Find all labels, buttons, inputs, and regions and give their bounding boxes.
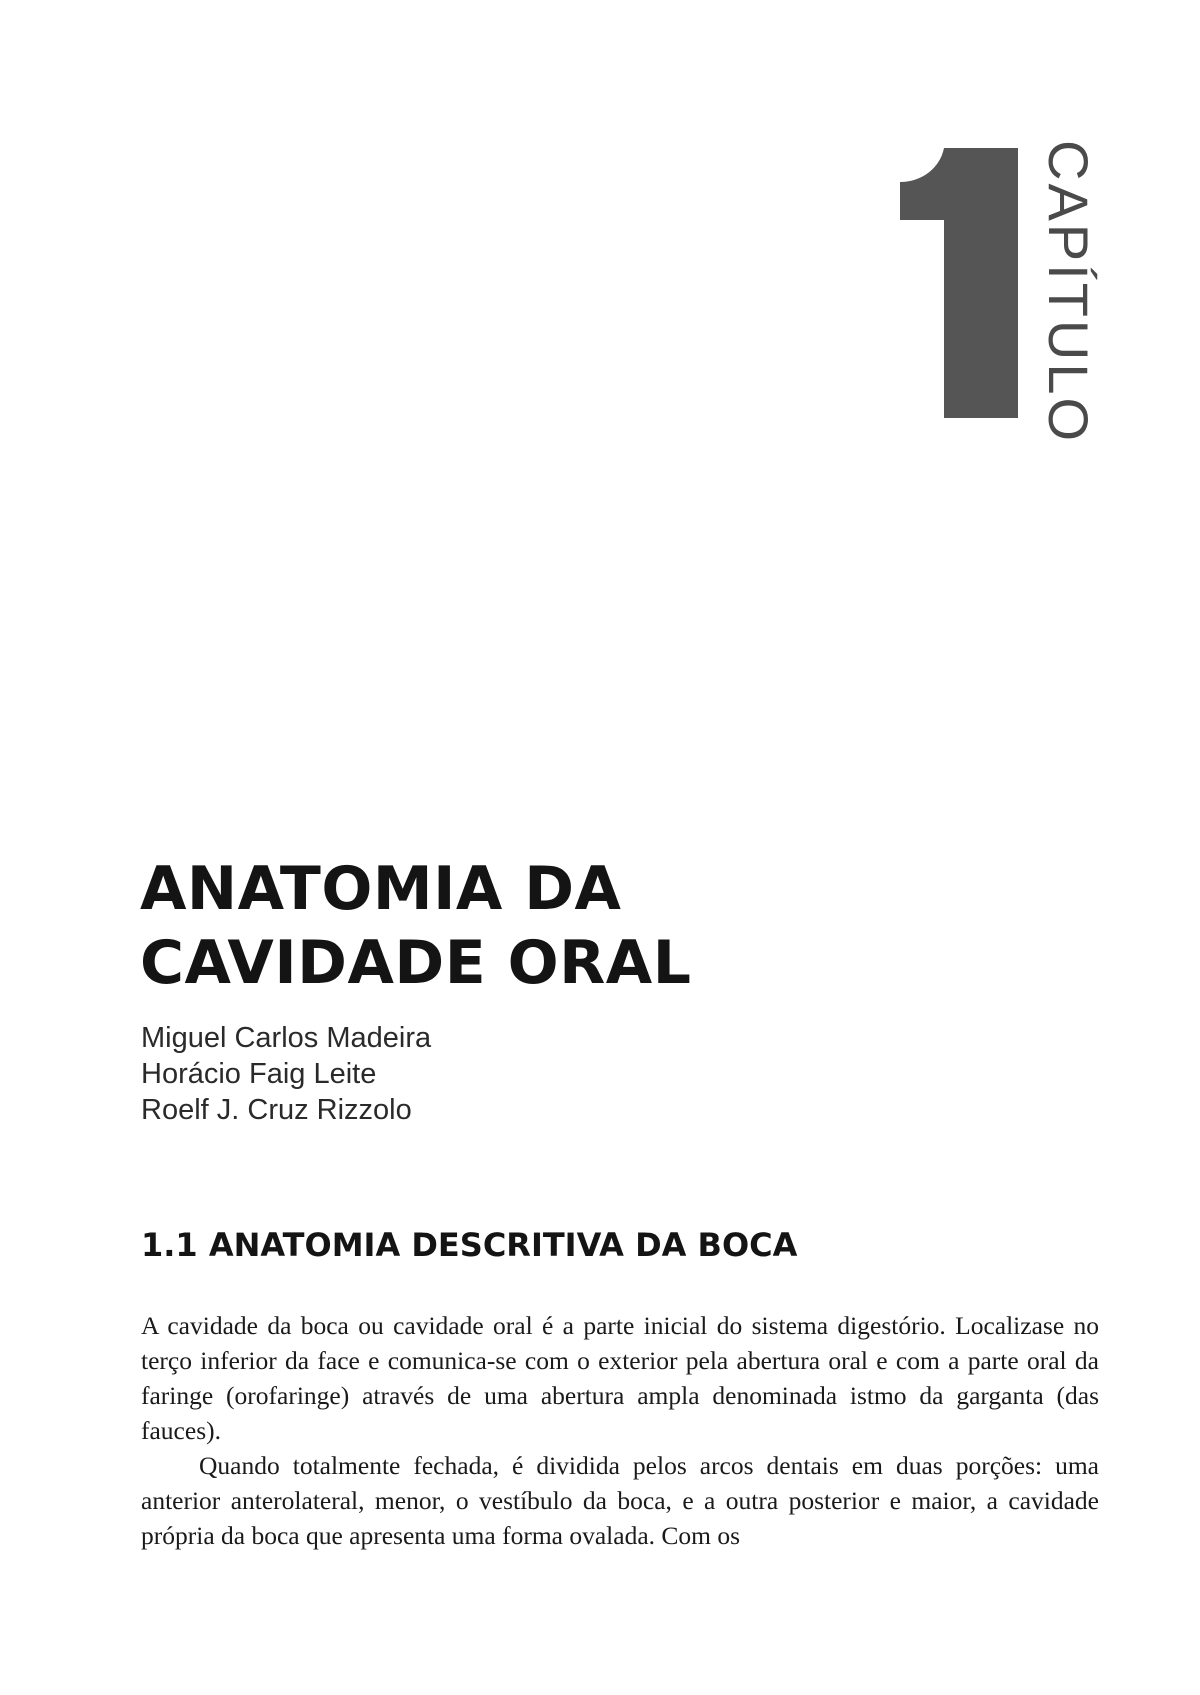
paragraph: A cavidade da boca ou cavidade oral é a parte inicial do sistema digestório. Localizase no terço inferior da face e comunica-se com o exterior pela abertura oral e com a parte oral da faringe (orofaringe) através de uma abertura ampla denominada istmo da garganta (das fauces). [141, 1311, 1099, 1445]
chapter-label: CAPÍTULO [1037, 140, 1100, 445]
body-text [141, 1308, 1099, 1553]
author-name: Roelf J. Cruz Rizzolo [141, 1094, 412, 1126]
chapter-title-line-2: CAVIDADE ORAL [140, 928, 692, 998]
author-name: Miguel Carlos Madeira [141, 1022, 432, 1054]
chapter-number [900, 148, 1018, 418]
author-name: Horácio Faig Leite [141, 1058, 377, 1090]
author-list [141, 1020, 841, 1128]
chapter-title-line-1: ANATOMIA DA [140, 854, 622, 924]
chapter-title [140, 852, 1040, 1000]
section-heading: 1.1 ANATOMIA DESCRITIVA DA BOCA [141, 1226, 798, 1264]
paragraph: Quando totalmente fechada, é dividida pelos arcos dentais em duas porções: uma anterior anterolateral, menor, o vestíbulo da boca, e a outra posterior e maior, a cavidade própria da boca que apresenta uma forma ovalada. Com os [141, 1451, 1099, 1550]
